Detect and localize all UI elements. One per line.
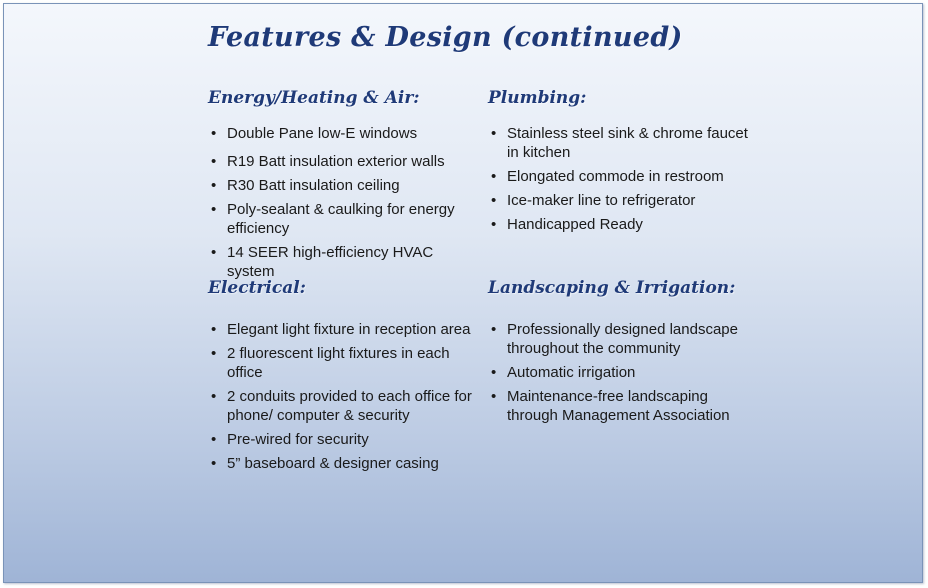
list-item: • Maintenance-free landscaping through Management Association xyxy=(488,387,758,425)
landscaping-list xyxy=(488,320,758,425)
section-plumbing xyxy=(488,88,758,239)
section-energy-heating-air xyxy=(208,88,478,286)
list-item: • 2 fluorescent light fixtures in each office xyxy=(208,344,478,382)
list-item: • Poly-sealant & caulking for energy efficiency xyxy=(208,200,478,238)
list-item: • R30 Batt insulation ceiling xyxy=(208,176,478,195)
list-item: • Professionally designed landscape throughout the community xyxy=(488,320,758,358)
list-item: • 2 conduits provided to each office for phone/ computer & security xyxy=(208,387,478,425)
list-item: • R19 Batt insulation exterior walls xyxy=(208,152,478,171)
list-item: • Elongated commode in restroom xyxy=(488,167,758,186)
list-item: • 14 SEER high-efficiency HVAC system xyxy=(208,243,478,281)
section-heading-landscaping: Landscaping & Irrigation: xyxy=(488,278,736,298)
electrical-list xyxy=(208,320,478,473)
list-item: • Handicapped Ready xyxy=(488,215,758,234)
section-heading-electrical: Electrical: xyxy=(208,278,306,298)
plumbing-list xyxy=(488,124,758,234)
section-heading-plumbing: Plumbing: xyxy=(488,88,587,108)
section-landscaping-irrigation xyxy=(488,278,758,430)
list-item: • Ice-maker line to refrigerator xyxy=(488,191,758,210)
list-item: • Double Pane low-E windows xyxy=(208,124,478,143)
page-title: Features & Design (continued) xyxy=(208,22,683,53)
list-item: • Automatic irrigation xyxy=(488,363,758,382)
list-item: • 5” baseboard & designer casing xyxy=(208,454,478,473)
section-electrical xyxy=(208,278,478,478)
list-item: • Stainless steel sink & chrome faucet in kitchen xyxy=(488,124,758,162)
slide xyxy=(3,3,923,583)
list-item: • Pre-wired for security xyxy=(208,430,478,449)
section-heading-energy: Energy/Heating & Air: xyxy=(208,88,420,108)
energy-list xyxy=(208,124,478,281)
list-item: • Elegant light fixture in reception area xyxy=(208,320,478,339)
